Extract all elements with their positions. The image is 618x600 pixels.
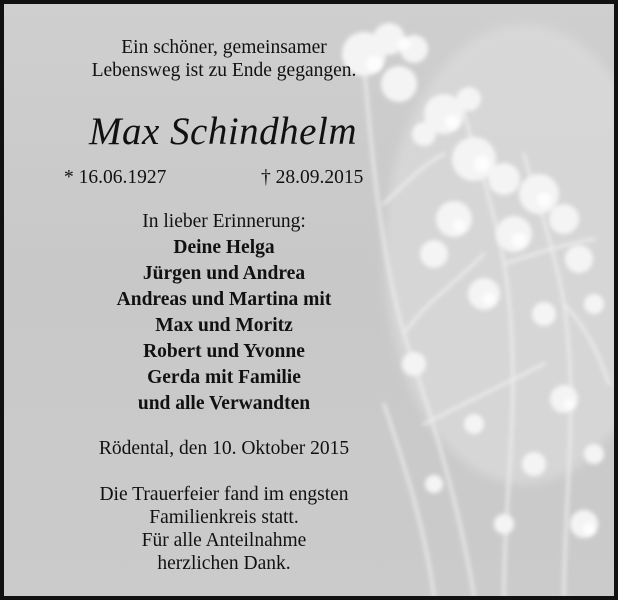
remembrance-heading: In lieber Erinnerung: (142, 211, 306, 232)
birth-date: * 16.06.1927 (64, 167, 167, 188)
notice-text (4, 4, 444, 596)
mourner-line: Jürgen und Andrea (142, 263, 306, 284)
closing-line-4: herzlichen Dank. (157, 553, 291, 574)
mourner-line: Max und Moritz (155, 315, 293, 336)
death-date: † 28.09.2015 (261, 167, 364, 188)
place-date: Rödental, den 10. Oktober 2015 (98, 438, 350, 459)
mourner-line: und alle Verwandten (137, 393, 311, 414)
closing-line-2: Familienkreis statt. (149, 507, 299, 528)
deceased-name: Max Schindhelm (88, 110, 357, 153)
mourner-line: Robert und Yvonne (143, 341, 305, 362)
closing-line-3: Für alle Anteilnahme (141, 530, 307, 551)
intro-line-2: Lebensweg ist zu Ende gegangen. (91, 60, 357, 81)
mourner-line: Andreas und Martina mit (116, 289, 332, 310)
intro-line-1: Ein schöner, gemeinsamer (121, 37, 327, 58)
mourner-line: Deine Helga (173, 237, 275, 258)
closing-line-1: Die Trauerfeier fand im engsten (99, 484, 349, 505)
mourner-line: Gerda mit Familie (147, 367, 301, 388)
